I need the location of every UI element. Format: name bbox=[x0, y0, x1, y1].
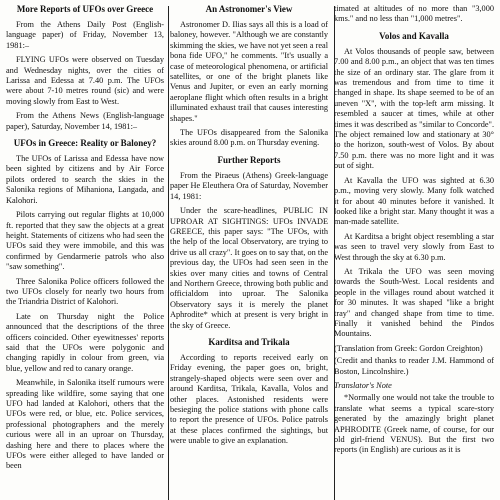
column-left bbox=[6, 4, 164, 500]
paragraph: The UFOs of Larissa and Edessa have now been sighted by citizens and by Air Force pilots ordered to search the skies in the Salonika regions of Mihaniona, Langada, and Kalohori. bbox=[6, 154, 165, 205]
paragraph: Astronomer D. Ilias says all this is a load of baloney, however. "Although we are constantly skimming the skies, we have not yet seen a real bona fide UFO," he comments. "It's usually a case of meteorological phenomena, or artificial satellites, or one of the bright planets like Venus and Jupiter, or even an early morning aeroplane flight which often results in a bright illuminated exhaust trail that causes interesting shapes." bbox=[170, 20, 329, 123]
paragraph: From the Athens Daily Post (English-language paper) of Friday, November 13, 1981:– bbox=[6, 20, 165, 50]
section-heading: An Astronomer's View bbox=[205, 4, 293, 14]
section-heading: Volos and Kavalla bbox=[379, 30, 449, 41]
paragraph: Under the scare-headlines, PUBLIC IN UPROAR AT SIGHTINGS: UFOs INVADE GREECE, this paper says: "The UFOs, with the help of the local Observatory, are trying to drive us all crazy". It goes on to say that, on the previous day, the UFOs had seen seen in the skies over many cities and towns of Central and Northern Greece, throwing both public and officialdom into uproar. The Salonika Observatory says it is merely the planet Aphrodite* which at present is very bright in the sky of Greece. bbox=[170, 206, 329, 330]
paragraph: At Kavalla the UFO was sighted at 6.30 p.m., moving very slowly. Many folk watched it for about 40 minutes before it vanished. It looked like a bright star. Many thought it was a man-made satellite. bbox=[334, 175, 495, 227]
paragraph: Pilots carrying out regular flights at 10,000 ft. reported that they saw the objects at a great height. Statements of citizens who had seen the UFOs said they were immobile, and this was confirmed by Gendarmerie patrols who also "saw something". bbox=[6, 210, 165, 272]
paragraph: From the Piraeus (Athens) Greek-language paper He Eleuthera Ora of Saturday, November 14, 1981: bbox=[170, 170, 329, 201]
column-middle bbox=[170, 4, 328, 500]
paragraph: At Trikala the UFO was seen moving towards the South-West. Local residents and people in the villages round about watched it for 30 minutes. It was shaped "like a bright tray" and changed shape from time to time. Finally it vanished behind the Pindos Mountains. bbox=[334, 266, 495, 339]
paragraph: timated at altitudes of no more than "3,000 kms." and no less than "1,000 metres". bbox=[334, 4, 495, 24]
paragraph: Meanwhile, in Salonika itself rumours were spreading like wildfire, some saying that one UFO had landed at Kalohori, others that the UFOs were red, or blue, etc. Police services, professional photographers and the merely curious were all in an uproar on Thursday, dashing here and there to places where the UFOs were either alleged to have landed or been bbox=[6, 378, 165, 471]
column-divider bbox=[168, 6, 169, 500]
section-heading: Karditsa and Trikala bbox=[208, 336, 290, 347]
section-heading: More Reports of UFOs over Greece bbox=[16, 4, 154, 14]
paragraph: At Karditsa a bright object resembling a star was seen to travel very slowly from East to West through the sky at 6.30 p.m. bbox=[334, 231, 495, 262]
translator-note-title: Translator's Note bbox=[334, 381, 392, 390]
paragraph: According to reports received early on Friday evening, the paper goes on, bright, strangely-shaped objects were seen over and around Karditsa, Trikala, Kavalla, Volos and other places. Astonished residents were besieging the police stations with phone calls to report the presence of UFOs. Police patrols at these places confirmed the sightings, but were unable to give an explanation. bbox=[170, 352, 329, 446]
paragraph: From the Athens News (English-language paper), Saturday, November 14, 1981:– bbox=[6, 111, 165, 131]
paragraph: At Volos thousands of people saw, between 7.00 and 8.00 p.m., an object that was ten times the size of an ordinary star. The glare from it was tremendous and from time to time it changed in shape. Its shape seemed to be of an uneven "X", with the top-left arm missing. It resembled a saucer at times, while at other times it was described as "similar to Concorde". The object remained low and stationary at 30° to the horizon, south-west of Volos. By about 7.50 p.m. there was no more light and it was out of sight. bbox=[334, 46, 495, 171]
paragraph: Late on Thursday night the Police announced that the descriptions of the three officers coincided. Other eyewitnesses' reports said that the UFOs were polygonic and changing rapidly in colour from green, via blue, yellow and red to canary orange. bbox=[6, 311, 165, 373]
paragraph: Three Salonika Police officers followed the two UFOs closely for nearly two hours from the Triandria District of Kalohori. bbox=[6, 276, 165, 307]
reader-credit: (Credit and thanks to reader J.M. Hammond of Boston, Lincolnshire.) bbox=[334, 356, 495, 376]
translation-credit: (Translation from Greek: Gordon Creighton) bbox=[334, 343, 483, 353]
paragraph: The UFOs disappeared from the Salonika skies around 8.00 p.m. on Thursday evening. bbox=[170, 128, 329, 148]
column-right bbox=[334, 4, 494, 500]
section-heading: UFOs in Greece: Reality or Baloney? bbox=[13, 138, 157, 149]
section-heading: Further Reports bbox=[217, 154, 281, 165]
paragraph: FLYING UFOs were observed on Tuesday and Wednesday nights, over the cities of Larissa and Edessa at 7.40 p.m. The UFOs were about 7-10 metres round (sic) and were moving slowly from East to West. bbox=[6, 55, 165, 106]
translator-note: *Normally one would not take the trouble to translate what seems a typical scare-story generated by the amazingly bright planet APHRODITE (Greek name, of course, for our old girl-friend VENUS). But the first two reports (in English) are curious as it is bbox=[334, 393, 495, 455]
